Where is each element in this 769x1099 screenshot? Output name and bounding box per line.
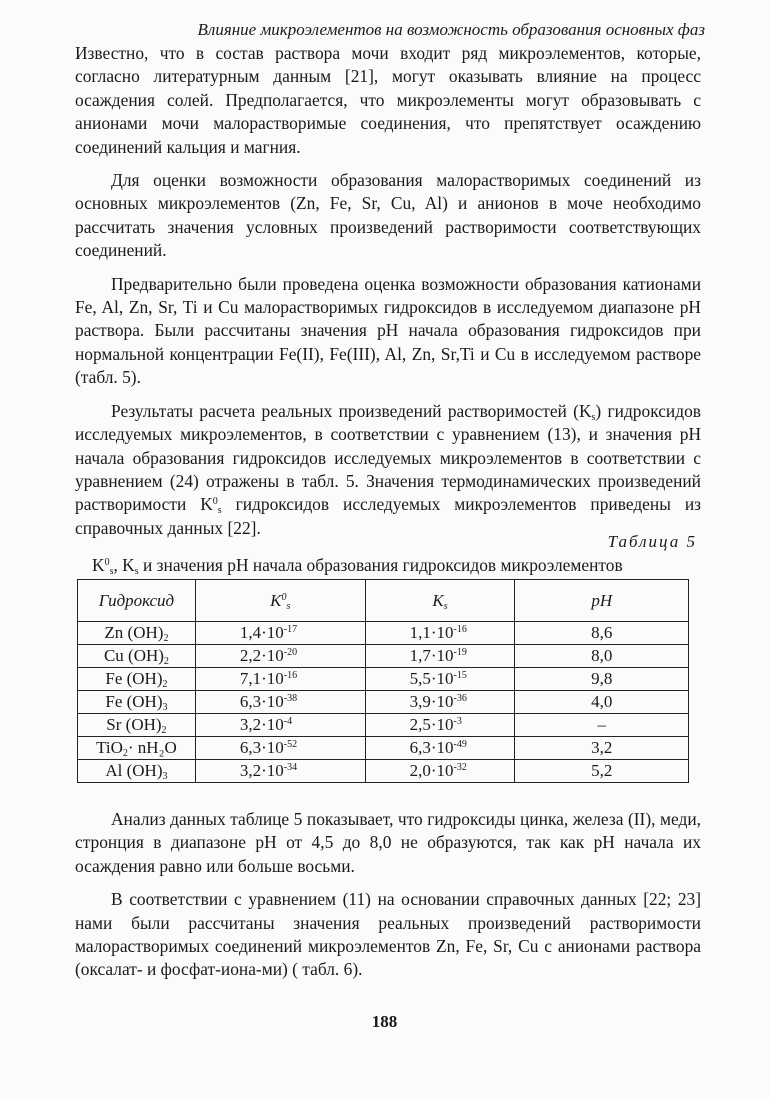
- conclusion-text: [75, 808, 701, 992]
- cell-ph: –: [515, 714, 689, 737]
- cell-k0s: [195, 691, 365, 714]
- header-hydroxide: Гидроксид: [78, 580, 196, 622]
- k0s-base: 7,1·10: [239, 669, 284, 688]
- hydroxide-tail: · nH₂O: [127, 738, 177, 757]
- caption-k-sup: 0: [104, 557, 110, 568]
- hydroxide-sub: 2: [122, 748, 128, 759]
- table-row: [78, 622, 689, 645]
- hydroxide-sub: 3: [162, 771, 168, 782]
- p4-part-a: Результаты расчета реальных произведений растворимостей (K: [111, 400, 592, 421]
- cell-ks: [365, 622, 515, 645]
- caption-sep-sub: s: [134, 566, 139, 577]
- cell-hydroxide: [78, 691, 196, 714]
- paragraph-1: Известно, что в состав раствора мочи входит ряд микроэлементов, которые, согласно литературным данным [21], могут оказывать влияние на процесс осаждения солей. Предполагается, что микроэлементы могут образовывать с анионами мочи малорастворимые соединения, что препятствует осаждению соединений кальция и магния.: [75, 43, 701, 157]
- hydroxide-name: TiO: [96, 738, 123, 757]
- k0s-exp: -16: [283, 670, 298, 681]
- p4-sup-b: 0: [212, 496, 218, 508]
- cell-k0s: [195, 645, 365, 668]
- ks-exp: -15: [453, 670, 467, 681]
- table-row: [78, 645, 689, 668]
- table-label: Таблица 5: [607, 532, 697, 551]
- cell-ks: [365, 691, 515, 714]
- paragraph-3: Предварительно были проведена оценка возможности образования катионами Fe, Al, Zn, Sr, Ti и Cu малорастворимых гидроксидов в исследуемом диапазоне pH раствора. Были рассчитаны значения pH начала образования гидроксидов при нормальной концентрации Fe(II), Fe(III), Al, Zn, Sr,Ti и Cu в исследуемом растворе (табл. 5).: [75, 273, 701, 388]
- ks-base: 5,5·10: [409, 669, 454, 688]
- k0s-base: 1,4·10: [239, 623, 284, 642]
- cell-ks: [365, 668, 515, 691]
- ks-exp: -49: [453, 739, 467, 750]
- header-ks: [365, 580, 515, 622]
- header-ks-k: K: [432, 590, 444, 610]
- header-ph: pH: [515, 580, 689, 622]
- p4-sub-b: s: [217, 505, 222, 517]
- table-body: [78, 622, 689, 783]
- k0s-base: 3,2·10: [239, 761, 284, 780]
- cell-hydroxide: [78, 737, 196, 760]
- table-caption: [92, 555, 623, 576]
- hydroxide-name: Cu (OH): [103, 646, 164, 665]
- table-row: [78, 668, 689, 691]
- k0s-base: 3,2·10: [239, 715, 284, 734]
- k0s-base: 2,2·10: [239, 646, 284, 665]
- hydroxide-name: Fe (OH): [105, 669, 163, 688]
- caption-k: K: [92, 555, 105, 575]
- running-header: Влияние микроэлементов на возможность образования основных фаз: [197, 20, 705, 39]
- cell-ks: [365, 737, 515, 760]
- hydroxide-sub: 2: [161, 725, 167, 736]
- hydroxide-name: Zn (OH): [104, 623, 164, 642]
- ks-base: 6,3·10: [409, 738, 454, 757]
- cell-k0s: [195, 622, 365, 645]
- hydroxide-sub: 2: [162, 679, 168, 690]
- cell-k0s: [195, 737, 365, 760]
- k0s-base: 6,3·10: [239, 738, 284, 757]
- header-k0s-sup: 0: [281, 591, 287, 603]
- hydroxide-name: Al (OH): [105, 761, 163, 780]
- k0s-exp: -17: [283, 624, 298, 635]
- ks-exp: -32: [453, 762, 467, 773]
- cell-hydroxide: [78, 668, 196, 691]
- ks-exp: -36: [453, 693, 467, 704]
- k0s-exp: -4: [283, 716, 293, 727]
- k0s-exp: -38: [283, 693, 298, 704]
- cell-k0s: [195, 668, 365, 691]
- k0s-exp: -52: [283, 739, 298, 750]
- table-row: [78, 760, 689, 783]
- ks-base: 1,1·10: [409, 623, 454, 642]
- cell-ks: [365, 760, 515, 783]
- paragraph-4: [75, 400, 701, 540]
- header-k0s-sub: s: [286, 600, 291, 612]
- paragraph-5: Анализ данных таблице 5 показывает, что гидроксиды цинка, железа (II), меди, стронция в диапазоне pH от 4,5 до 8,0 не образуются, так как pH начала их осаждения равно или больше восьми.: [75, 809, 701, 876]
- hydroxide-name: Sr (OH): [106, 715, 162, 734]
- header-ks-sub: s: [443, 600, 448, 612]
- cell-k0s: [195, 714, 365, 737]
- cell-ph: 4,0: [515, 691, 689, 714]
- ks-exp: -16: [453, 624, 467, 635]
- cell-ph: 8,0: [515, 645, 689, 668]
- paragraph-6: В соответствии с уравнением (11) на основании справочных данных [22; 23] нами были рассчитаны значения реальных произведений растворимости малорастворимых соединений микроэлементов Zn, Fe, Sr, Cu с анионами раствора (оксалат- и фосфат-иона-ми) ( табл. 6).: [75, 889, 701, 980]
- ks-base: 3,9·10: [409, 692, 454, 711]
- p4-part-b: ) гидроксидов исследуемых микроэлементов, в соответствии с уравнением (13), и значения pH начала образования гидроксидов исследуемых микроэлементов в соответствии с уравнением (24) отражены в табл. 5. Значения термодинамических произведений растворимости K: [75, 400, 701, 515]
- cell-ks: [365, 645, 515, 668]
- table-row: [78, 737, 689, 760]
- cell-k0s: [195, 760, 365, 783]
- cell-hydroxide: [78, 760, 196, 783]
- caption-sep: , K: [113, 555, 135, 575]
- cell-ph: 9,8: [515, 668, 689, 691]
- table-row: [78, 714, 689, 737]
- p4-part-c: гидроксидов исследуемых микроэлементов приведены из справочных данных [22].: [75, 494, 701, 538]
- cell-ks: [365, 714, 515, 737]
- cell-ph: 3,2: [515, 737, 689, 760]
- cell-ph: 5,2: [515, 760, 689, 783]
- hydroxide-sub: 2: [163, 633, 169, 644]
- caption-rest: и значения pH начала образования гидроксидов микроэлементов: [138, 555, 623, 575]
- cell-hydroxide: [78, 714, 196, 737]
- hydroxide-name: Fe (OH): [105, 692, 163, 711]
- k0s-base: 6,3·10: [239, 692, 284, 711]
- hydroxide-sub: 3: [162, 702, 168, 713]
- k0s-exp: -34: [283, 762, 298, 773]
- k0s-exp: -20: [283, 647, 298, 658]
- p4-sub-a: s: [591, 411, 596, 423]
- cell-ph: 8,6: [515, 622, 689, 645]
- ks-exp: -3: [453, 716, 462, 727]
- hydroxide-sub: 2: [163, 656, 169, 667]
- hydroxide-table: [77, 579, 689, 783]
- table-row: [78, 691, 689, 714]
- intro-text: [75, 42, 701, 550]
- caption-k-sub: s: [109, 566, 114, 577]
- header-k0s: [195, 580, 365, 622]
- header-k0s-k: K: [270, 590, 282, 610]
- ks-base: 1,7·10: [409, 646, 454, 665]
- cell-hydroxide: [78, 645, 196, 668]
- ks-base: 2,0·10: [409, 761, 454, 780]
- page-number: 188: [371, 1012, 398, 1031]
- paragraph-2: Для оценки возможности образования малорастворимых соединений из основных микроэлементов (Zn, Fe, Sr, Cu, Al) и анионов в моче необходимо рассчитать значения условных произведений растворимости соответствующих соединений.: [75, 170, 701, 261]
- cell-hydroxide: [78, 622, 196, 645]
- table-header-row: [78, 580, 689, 622]
- ks-exp: -19: [453, 647, 467, 658]
- ks-base: 2,5·10: [409, 715, 454, 734]
